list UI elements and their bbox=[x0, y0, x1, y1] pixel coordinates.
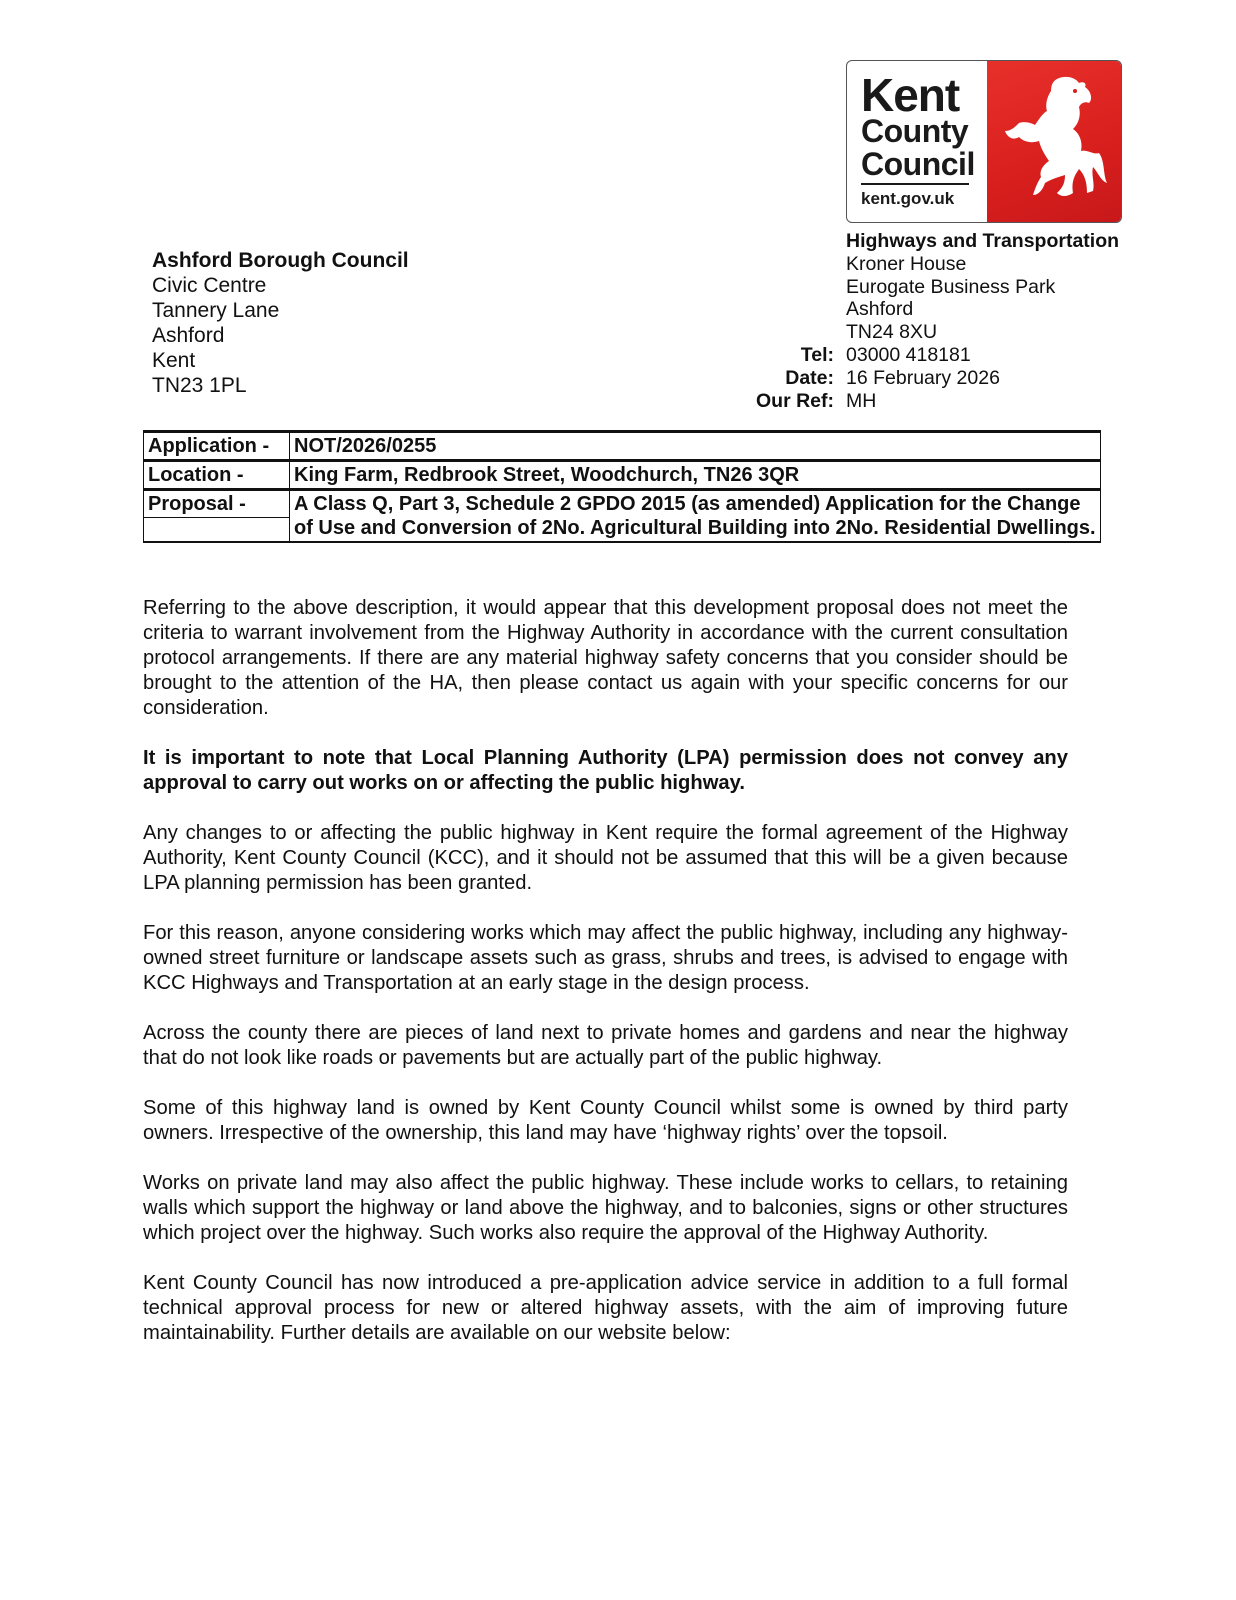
letter-meta bbox=[740, 344, 1000, 412]
table-row-location bbox=[144, 461, 1101, 490]
application-table bbox=[143, 430, 1101, 543]
application-value: NOT/2026/0255 bbox=[290, 432, 1101, 461]
application-label: Application - bbox=[144, 432, 290, 461]
body-paragraph: Works on private land may also affect the public highway. These include works to cellars, to retaining walls which support the highway or land above the highway, and to balconies, signs or other structures which project over the highway. Such works also require the approval of the Highway Authority. bbox=[143, 1172, 1068, 1244]
recipient-address-line: Civic Centre bbox=[152, 274, 267, 297]
tel-value: 03000 418181 bbox=[846, 344, 971, 366]
body-paragraph: Across the county there are pieces of land next to private homes and gardens and near the highway that do not look like roads or pavements but are actually part of the public highway. bbox=[143, 1022, 1068, 1069]
date-value: 16 February 2026 bbox=[846, 366, 1000, 389]
logo-red-panel bbox=[987, 61, 1121, 222]
recipient-block bbox=[152, 248, 409, 398]
body-paragraph: Some of this highway land is owned by Kent County Council whilst some is owned by third party owners. Irrespective of the ownership, this land may have ‘highway rights’ over the topsoil. bbox=[143, 1097, 1068, 1144]
sender-address-line: TN24 8XU bbox=[846, 321, 938, 344]
sender-address-line: Eurogate Business Park bbox=[846, 275, 1056, 298]
kcc-logo bbox=[846, 60, 1122, 223]
location-label: Location - bbox=[144, 461, 290, 490]
meta-row-tel bbox=[740, 344, 1000, 367]
recipient-address-line: Ashford bbox=[152, 324, 225, 347]
letter-body bbox=[143, 596, 1068, 1371]
sender-block bbox=[846, 230, 1119, 344]
body-paragraph: For this reason, anyone considering works which may affect the public highway, including any highway-owned street furniture or landscape assets such as grass, shrubs and trees, is advised to engage with KCC Highways and Transportation at an early stage in the design process. bbox=[143, 922, 1068, 994]
sender-department: Highways and Transportation bbox=[846, 230, 1120, 252]
table-row-proposal bbox=[144, 490, 1101, 543]
logo-wordmark bbox=[847, 61, 987, 222]
ref-value: MH bbox=[846, 389, 877, 412]
recipient-address-line: TN23 1PL bbox=[152, 374, 247, 397]
body-paragraph: Any changes to or affecting the public highway in Kent require the formal agreement of the Highway Authority, Kent County Council (KCC), and it should not be assumed that this will be a given because LPA planning permission has been granted. bbox=[143, 822, 1068, 894]
meta-label: Our Ref: bbox=[756, 389, 834, 412]
body-paragraph: Referring to the above description, it would appear that this development proposal does not meet the criteria to warrant involvement from the Highway Authority in accordance with the current consultation protocol arrangements. If there are any material highway safety concerns that you consider should be brought to the attention of the HA, then please contact us again with your specific concerns for our consideration. bbox=[143, 597, 1068, 719]
proposal-label-cell bbox=[144, 490, 290, 543]
recipient-org: Ashford Borough Council bbox=[152, 249, 409, 272]
meta-label: Date: bbox=[785, 366, 834, 389]
logo-line-kent: Kent bbox=[861, 69, 960, 121]
sender-address-line: Ashford bbox=[846, 298, 914, 321]
important-notice-paragraph: It is important to note that Local Planning Authority (LPA) permission does not convey any approval to carry out works on or affecting the public highway. bbox=[143, 747, 1068, 794]
meta-row-date bbox=[740, 367, 1000, 390]
white-horse-icon bbox=[995, 71, 1115, 211]
sender-address-line: Kroner House bbox=[846, 252, 967, 275]
meta-label: Tel: bbox=[800, 344, 834, 366]
table-row-application bbox=[144, 432, 1101, 461]
logo-rule bbox=[861, 183, 969, 185]
recipient-address-line: Tannery Lane bbox=[152, 299, 280, 322]
meta-row-ref bbox=[740, 390, 1000, 413]
proposal-label: Proposal - bbox=[144, 491, 289, 518]
logo-url: kent.gov.uk bbox=[861, 189, 955, 208]
logo-line-council: Council bbox=[861, 146, 975, 182]
body-paragraph: Kent County Council has now introduced a pre-application advice service in addition to a full formal technical approval process for new or altered highway assets, with the aim of improving future maintainability. Further details are available on our website below: bbox=[143, 1272, 1068, 1344]
logo-line-county: County bbox=[861, 113, 969, 149]
proposal-value: A Class Q, Part 3, Schedule 2 GPDO 2015 (as amended) Application for the Change of Use and Conversion of 2No. Agricultural Building into 2No. Residential Dwellings. bbox=[290, 490, 1101, 543]
location-value: King Farm, Redbrook Street, Woodchurch, TN26 3QR bbox=[290, 461, 1101, 490]
recipient-address-line: Kent bbox=[152, 349, 196, 372]
